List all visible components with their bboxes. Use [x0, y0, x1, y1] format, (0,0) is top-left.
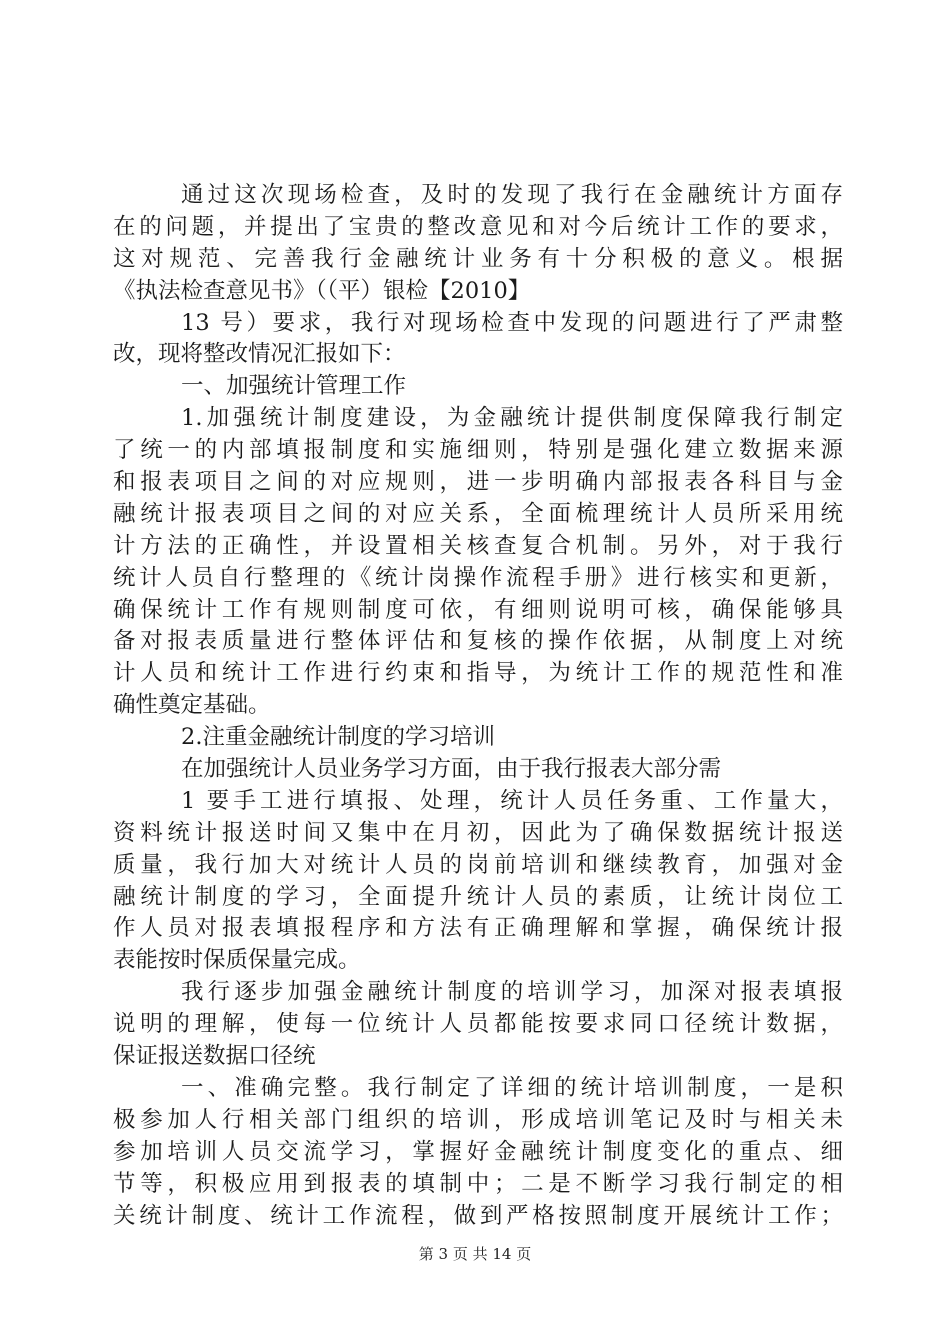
text-line: 统计人员自行整理的《统计岗操作流程手册》进行核实和更新，: [113, 564, 843, 591]
text-line: 1 要手工进行填报、处理，统计人员任务重、工作量大，: [181, 787, 843, 814]
text-line: 确保统计工作有规则制度可依，有细则说明可核，确保能够具: [113, 596, 843, 623]
text-line: 在加强统计人员业务学习方面，由于我行报表大部分需: [181, 756, 722, 783]
document-body: [113, 180, 843, 1232]
text-line: 确性奠定基础。: [113, 692, 271, 719]
text-line: 通过这次现场检查，及时的发现了我行在金融统计方面存: [181, 182, 843, 208]
text-line: 说明的理解，使每一位统计人员都能按要求同口径统计数据，: [113, 1011, 843, 1038]
text-line: 1.加强统计制度建设，为金融统计提供制度保障我行制定: [181, 405, 843, 432]
text-line: 这对规范、完善我行金融统计业务有十分积极的意义。根据: [113, 245, 843, 272]
text-line: 2.注重金融统计制度的学习培训: [181, 724, 495, 751]
text-line: 我行逐步加强金融统计制度的培训学习，加深对报表填报: [181, 979, 843, 1006]
text-line: 节等，积极应用到报表的填制中；二是不断学习我行制定的相: [113, 1170, 843, 1197]
text-line: 关统计制度、统计工作流程，做到严格按照制度开展统计工作；: [113, 1202, 843, 1229]
page-footer: 第 3 页 共 14 页: [418, 1245, 532, 1263]
text-line: 改，现将整改情况汇报如下：: [113, 341, 406, 368]
text-line: 计人员和统计工作进行约束和指导，为统计工作的规范性和准: [113, 660, 843, 687]
text-line: 资料统计报送时间又集中在月初，因此为了确保数据统计报送: [113, 819, 843, 846]
text-line: 《执法检查意见书》（（平）银检【2010】: [113, 277, 531, 304]
text-line: 和报表项目之间的对应规则，进一步明确内部报表各科目与金: [113, 469, 843, 496]
text-line: 保证报送数据口径统: [113, 1043, 316, 1070]
text-line: 质量，我行加大对统计人员的岗前培训和继续教育，加强对金: [113, 851, 843, 878]
text-line: 一、加强统计管理工作: [181, 373, 407, 400]
text-line: 13 号）要求，我行对现场检查中发现的问题进行了严肃整: [181, 309, 843, 336]
text-line: 备对报表质量进行整体评估和复核的操作依据，从制度上对统: [113, 628, 843, 655]
text-line: 作人员对报表填报程序和方法有正确理解和掌握，确保统计报: [113, 915, 843, 942]
text-line: 融统计制度的学习，全面提升统计人员的素质，让统计岗位工: [113, 883, 843, 910]
text-line: 表能按时保质保量完成。: [113, 947, 361, 974]
text-line: 参加培训人员交流学习，掌握好金融统计制度变化的重点、细: [113, 1138, 843, 1165]
text-line: 计方法的正确性，并设置相关核查复合机制。另外，对于我行: [113, 532, 843, 559]
text-line: 一、准确完整。我行制定了详细的统计培训制度，一是积: [181, 1074, 843, 1101]
text-line: 在的问题，并提出了宝贵的整改意见和对今后统计工作的要求，: [113, 213, 843, 240]
text-line: 了统一的内部填报制度和实施细则，特别是强化建立数据来源: [113, 437, 843, 464]
text-line: 极参加人行相关部门组织的培训，形成培训笔记及时与相关未: [113, 1106, 843, 1133]
text-line: 融统计报表项目之间的对应关系，全面梳理统计人员所采用统: [113, 500, 843, 527]
